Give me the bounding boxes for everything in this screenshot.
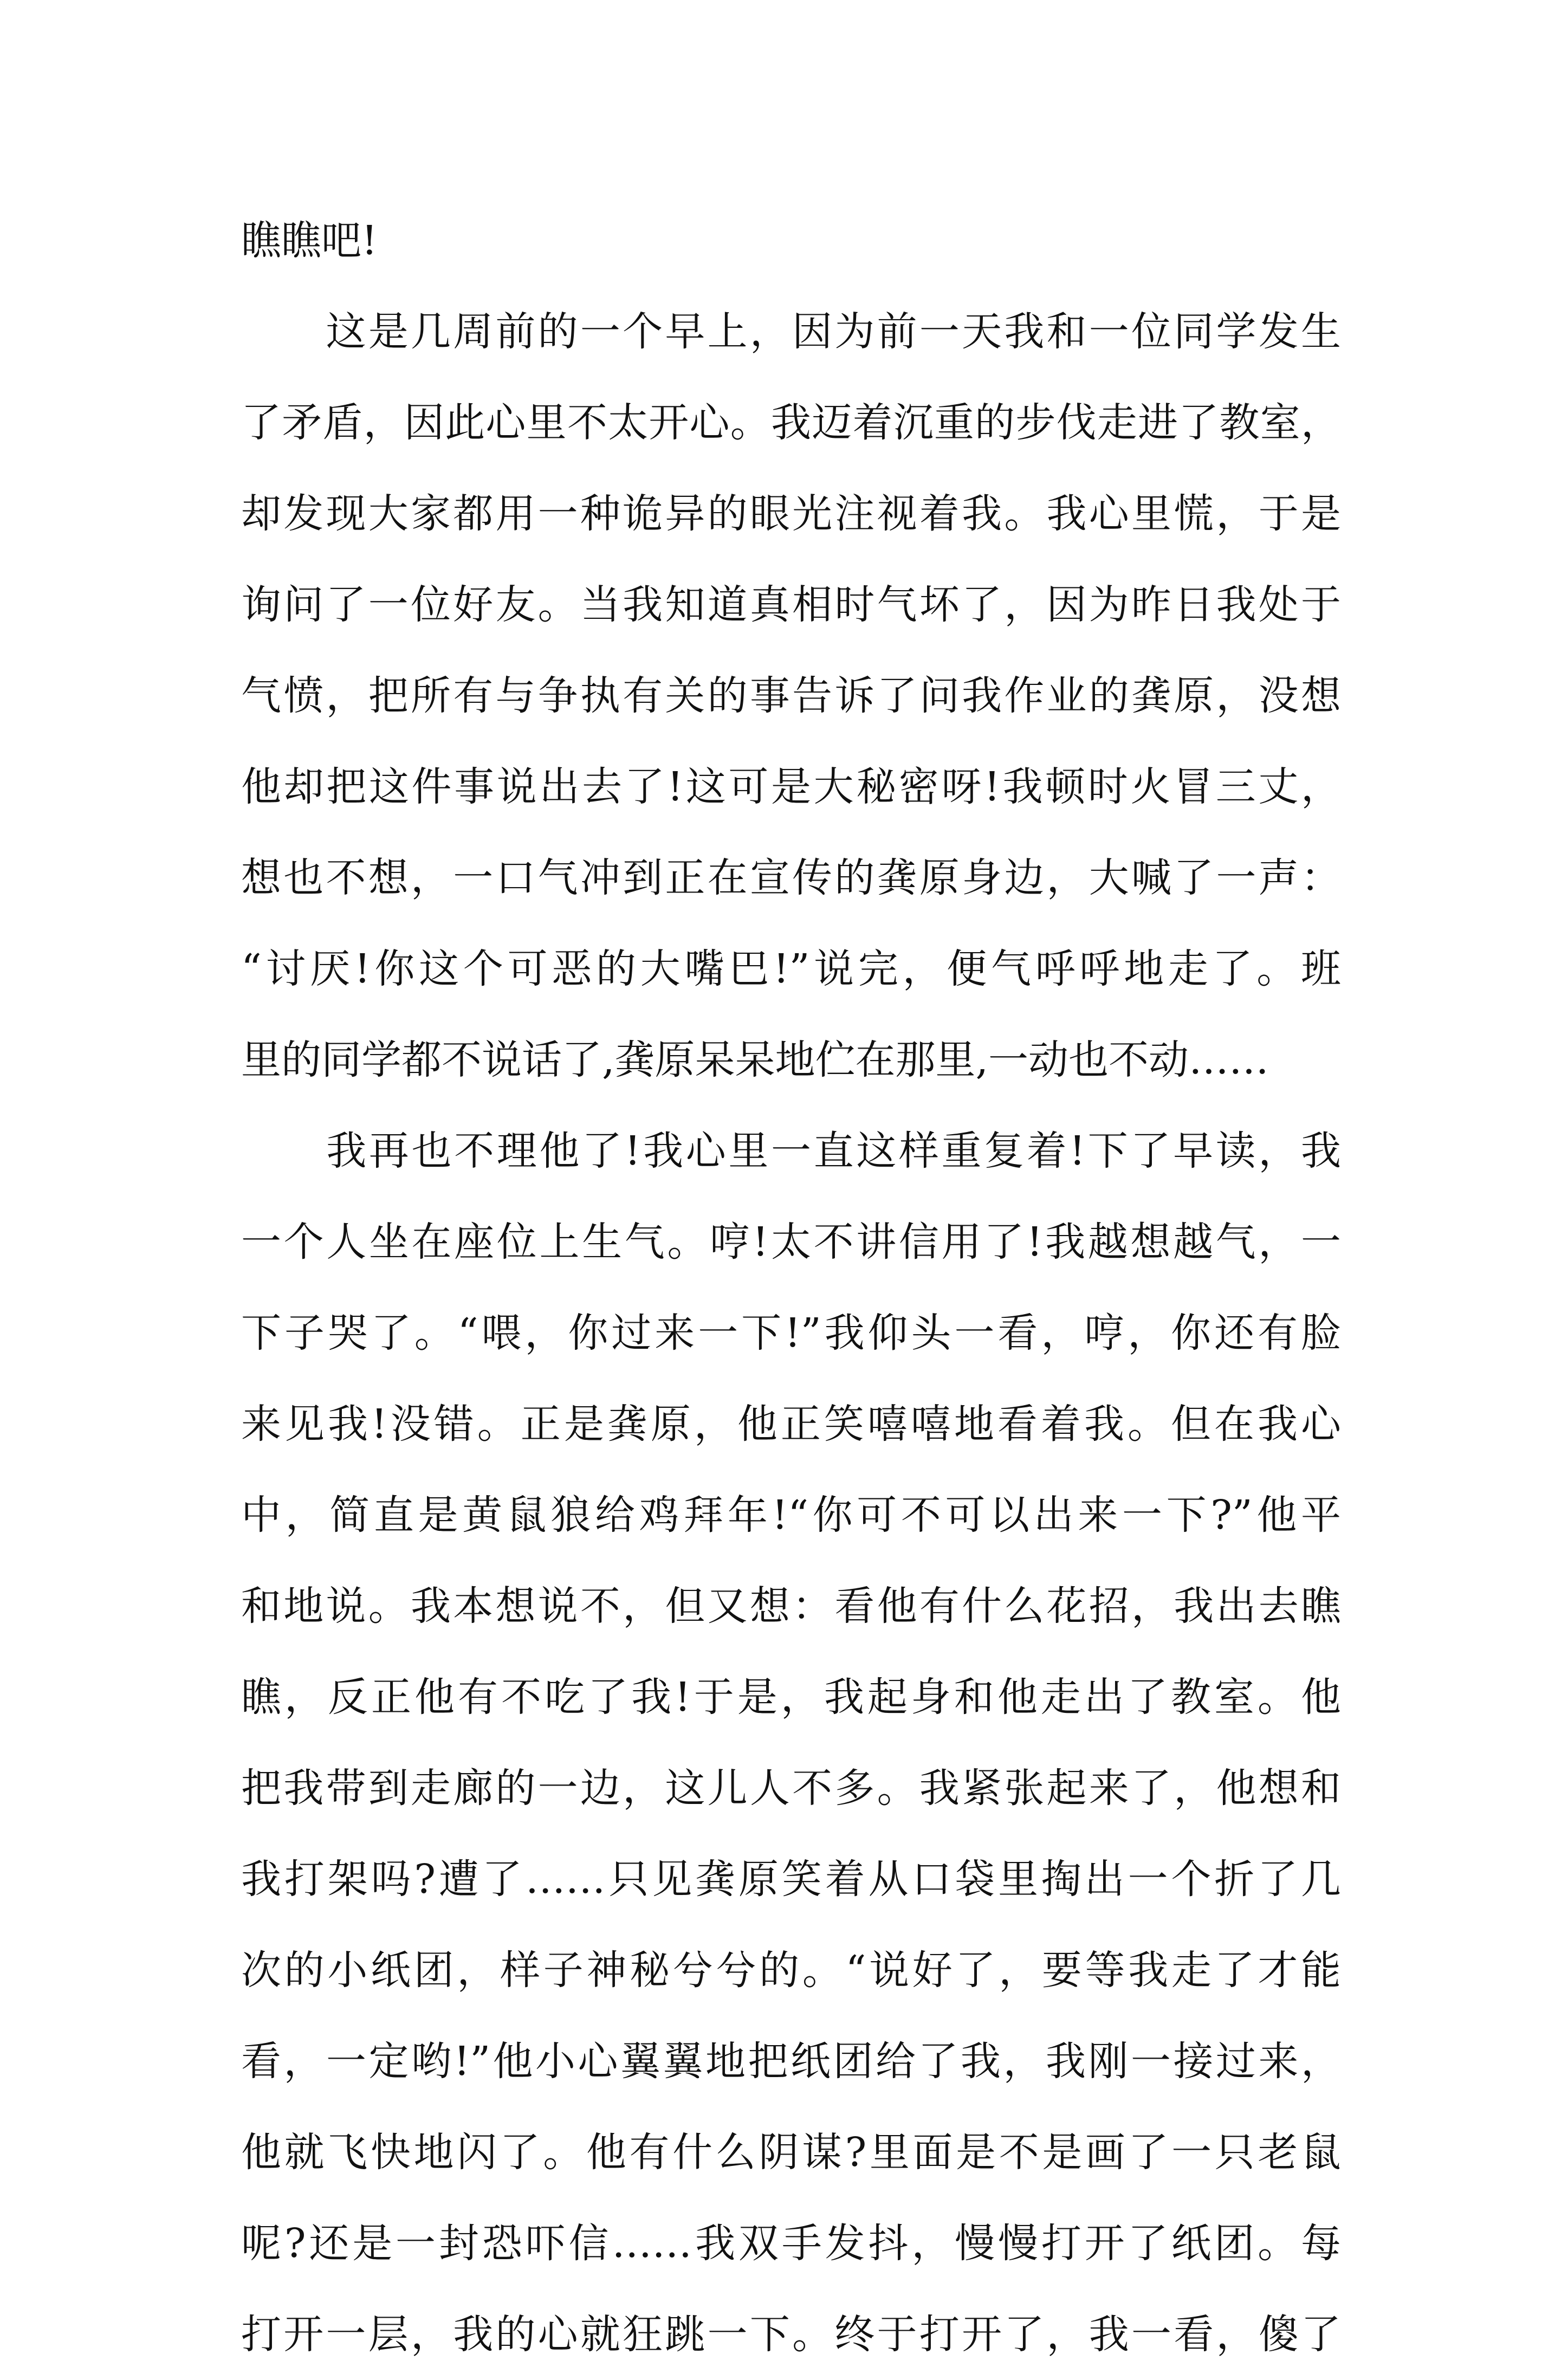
text-line: 下子哭了。“喂，你过来一下!”我仰头一看，哼，你还有脸: [241, 1310, 1341, 1356]
text-line: 想也不想，一口气冲到正在宣传的龚原身边，大喊了一声：: [241, 855, 1341, 901]
text-line: 了矛盾，因此心里不太开心。我迈着沉重的步伐走进了教室，: [241, 399, 1341, 446]
text-line: 次的小纸团，样子神秘兮兮的。“说好了，要等我走了才能: [241, 1947, 1341, 1994]
text-line: 他却把这件事说出去了!这可是大秘密呀!我顿时火冒三丈，: [241, 764, 1341, 810]
text-line: 我再也不理他了!我心里一直这样重复着!下了早读，我: [241, 1128, 1341, 1174]
text-line: 看，一定哟!”他小心翼翼地把纸团给了我，我刚一接过来，: [241, 2038, 1341, 2085]
text-line: 把我带到走廊的一边，这儿人不多。我紧张起来了，他想和: [241, 1765, 1341, 1812]
body-text: [241, 195, 1341, 2380]
text-line: 我打架吗?遭了……只见龚原笑着从口袋里掏出一个折了几: [241, 1856, 1341, 1903]
text-line: 中，简直是黄鼠狼给鸡拜年!“你可不可以出来一下?”他平: [241, 1492, 1341, 1538]
text-line: 这是几周前的一个早上，因为前一天我和一位同学发生: [241, 308, 1341, 355]
text-line: 打开一层，我的心就狂跳一下。终于打开了，我一看，傻了: [241, 2311, 1341, 2358]
text-line: 里的同学都不说话了,龚原呆呆地伫在那里,一动也不动……: [241, 1037, 1269, 1083]
text-line: 和地说。我本想说不，但又想：看他有什么花招，我出去瞧: [241, 1583, 1341, 1629]
text-line: 却发现大家都用一种诡异的眼光注视着我。我心里慌，于是: [241, 490, 1341, 537]
text-line: 呢?还是一封恐吓信……我双手发抖，慢慢打开了纸团。每: [241, 2220, 1341, 2267]
text-line: 一个人坐在座位上生气。哼!太不讲信用了!我越想越气，一: [241, 1219, 1341, 1265]
text-line: 气愤，把所有与争执有关的事告诉了问我作业的龚原，没想: [241, 672, 1341, 719]
text-line: 询问了一位好友。当我知道真相时气坏了，因为昨日我处于: [241, 581, 1341, 628]
text-line: 瞧瞧吧!: [241, 217, 378, 264]
text-line: 瞧，反正他有不吃了我!于是，我起身和他走出了教室。他: [241, 1674, 1341, 1721]
text-line: 来见我!没错。正是龚原，他正笑嘻嘻地看着我。但在我心: [241, 1401, 1341, 1447]
text-line: 他就飞快地闪了。他有什么阴谋?里面是不是画了一只老鼠: [241, 2129, 1341, 2176]
text-line: “讨厌!你这个可恶的大嘴巴!”说完，便气呼呼地走了。班: [241, 946, 1341, 992]
